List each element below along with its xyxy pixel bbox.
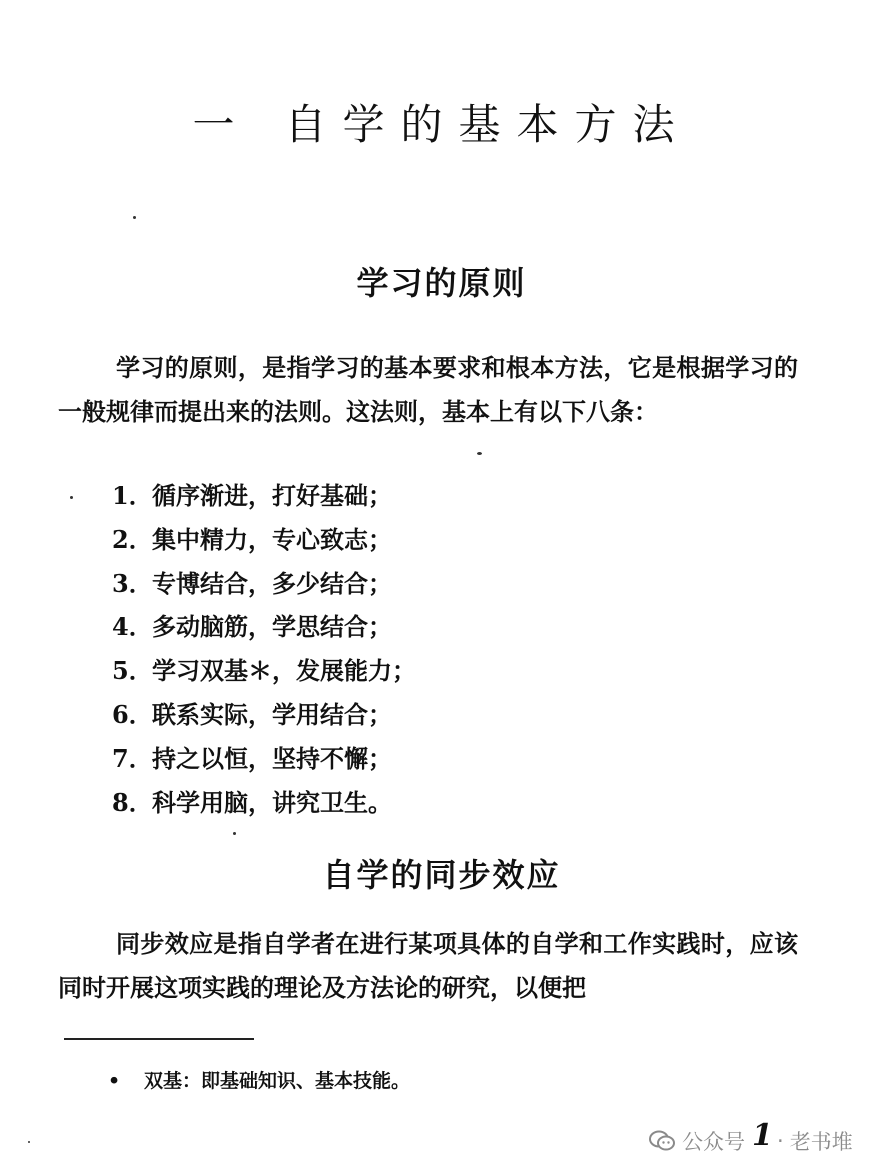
list-item-number: 1． bbox=[112, 481, 153, 510]
scan-speck bbox=[233, 832, 236, 835]
list-item-number: 8． bbox=[112, 787, 153, 817]
watermark-separator: · bbox=[777, 1129, 784, 1153]
list-item bbox=[112, 781, 416, 825]
list-item-number: 2． bbox=[112, 524, 153, 554]
watermark-label: 公众号 bbox=[682, 1130, 745, 1154]
list-item-text: 集中精力，专心致志； bbox=[152, 524, 392, 554]
list-item-number: 3． bbox=[112, 568, 153, 598]
list-item bbox=[112, 605, 416, 649]
scan-speck bbox=[133, 216, 136, 219]
list-item-number: 4． bbox=[112, 612, 153, 642]
wechat-official-account-icon bbox=[648, 1129, 676, 1153]
sync-effect-paragraph: 同步效应是指自学者在进行某项具体的自学和工作实践时，应该同时开展这项实践的理论及方法论的研究，以便把 bbox=[58, 929, 798, 1002]
list-item-text: 循序渐进，打好基础； bbox=[152, 481, 392, 510]
list-item bbox=[112, 562, 416, 606]
scan-speck bbox=[477, 452, 482, 455]
chapter-title bbox=[0, 92, 883, 152]
chapter-title-text: 自学的基本方法 bbox=[284, 100, 691, 149]
footnote-text: 双基：即基础知识、基本技能。 bbox=[144, 1070, 411, 1092]
list-item-text: 多动脑筋，学思结合； bbox=[152, 612, 392, 642]
list-item-text: 学习双基＊，发展能力； bbox=[152, 656, 416, 686]
list-item bbox=[112, 518, 416, 562]
list-item-number: 5． bbox=[112, 656, 153, 686]
section-title-sync-effect: 自学的同步效应 bbox=[322, 856, 561, 894]
list-item bbox=[112, 649, 416, 693]
footnote-divider bbox=[64, 1038, 254, 1040]
list-item bbox=[112, 737, 416, 781]
list-item-number: 7． bbox=[112, 743, 153, 773]
watermark bbox=[648, 1126, 853, 1156]
list-item bbox=[112, 474, 416, 518]
page-number: 1 bbox=[752, 1118, 773, 1153]
chapter-number: 一 bbox=[192, 100, 251, 149]
scan-speck bbox=[70, 496, 73, 499]
section-title-principles: 学习的原则 bbox=[356, 264, 527, 302]
list-item-number: 6． bbox=[112, 699, 153, 729]
scan-speck bbox=[28, 1141, 30, 1143]
footnote-mark: • bbox=[108, 1070, 121, 1092]
list-item bbox=[112, 693, 416, 737]
list-item-text: 科学用脑，讲究卫生。 bbox=[152, 787, 392, 817]
principles-list bbox=[112, 474, 416, 824]
footnote bbox=[108, 1066, 410, 1093]
watermark-name: 老书堆 bbox=[789, 1130, 853, 1154]
list-item-text: 专博结合，多少结合； bbox=[152, 568, 392, 598]
list-item-text: 持之以恒，坚持不懈； bbox=[152, 743, 392, 773]
list-item-text: 联系实际，学用结合； bbox=[152, 699, 392, 729]
principles-paragraph: 学习的原则，是指学习的基本要求和根本方法，它是根据学习的一般规律而提出来的法则。这法则，基本上有以下八条： bbox=[58, 353, 798, 426]
